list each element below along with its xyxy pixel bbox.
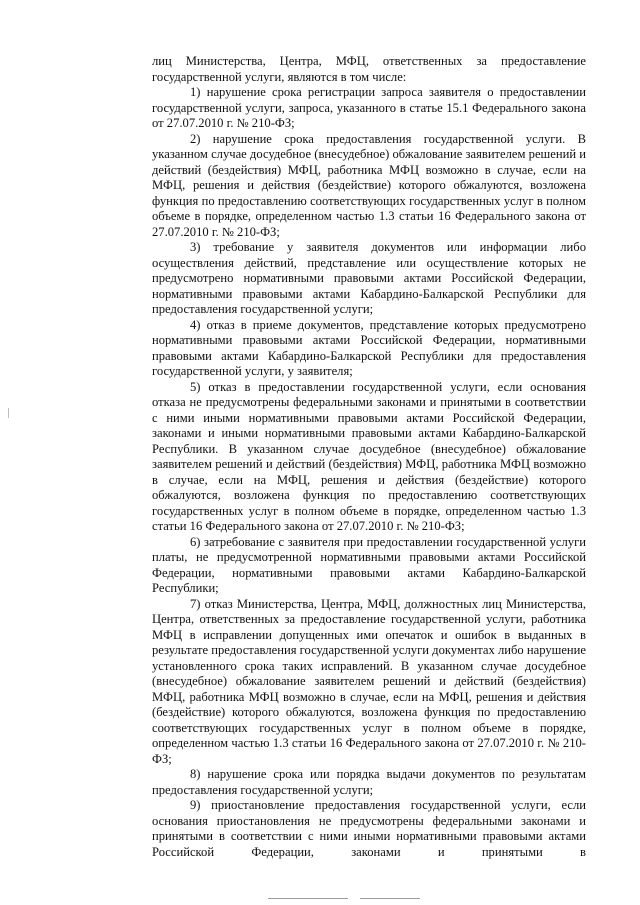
document-body — [152, 54, 586, 860]
list-item-4: 4) отказ в приеме документов, представление которых предусмотрено нормативными правовыми актами Российской Федерации, нормативными правовыми актами Кабардино-Балкарской Республики для предоставления государственной услуги, у заявителя; — [152, 317, 586, 378]
list-item-1: 1) нарушение срока регистрации запроса заявителя о предоставлении государственной услуги, запроса, указанного в статье 15.1 Федерального закона от 27.07.2010 г. № 210-ФЗ; — [152, 85, 586, 130]
footer-rule — [360, 898, 420, 899]
list-item-7: 7) отказ Министерства, Центра, МФЦ, должностных лиц Министерства, Центра, ответственных за предоставление государственной услуги, работника МФЦ в исправлении допущенных ими опечаток и ошибок в выданных в результате предоставления государственной услуги документах либо нарушение установленного срока таких исправлений. В указанном случае досудебное (внесудебное) обжалование заявителем решений и действий (бездействия) МФЦ, работника МФЦ возможно в случае, если на МФЦ, решения и действия (бездействие) которого обжалуются, возложена функция по предоставлению соответствующих государственных услуг в полном объеме в порядке, определенном частью 1.3 статьи 16 Федерального закона от 27.07.2010 г. № 210-ФЗ; — [152, 596, 586, 766]
list-item-8: 8) нарушение срока или порядка выдачи документов по результатам предоставления государственной услуги; — [152, 767, 586, 797]
list-item-5: 5) отказ в предоставлении государственной услуги, если основания отказа не предусмотрены федеральными законами и принятыми в соответствии с ними иными нормативными правовыми актами Российской Федерации, законами и иными нормативными правовыми актами Кабардино-Балкарской Республики. В указанном случае досудебное (внесудебное) обжалование заявителем решений и действий (бездействия) МФЦ, работника МФЦ возможно в случае, если на МФЦ, решения и действия (бездействие) которого обжалуются, возложена функция по предоставлению соответствующих государственных услуг в полном объеме в порядке, определенном частью 1.3 статьи 16 Федерального закона от 27.07.2010 г. № 210-ФЗ; — [152, 379, 586, 533]
list-item-9: 9) приостановление предоставления государственной услуги, если основания приостановления не предусмотрены федеральными законами и принятыми в соответствии с ними иными нормативными правовыми актами Российской Федерации, законами и принятыми в — [152, 798, 586, 859]
scan-edge-mark — [8, 408, 9, 418]
list-item-3: 3) требование у заявителя документов или информации либо осуществления действий, представление или осуществление которых не предусмотрено нормативными правовыми актами Российской Федерации, нормативными правовыми актами Кабардино-Балкарской Республики для предоставления государственной услуги; — [152, 240, 586, 316]
list-item-2: 2) нарушение срока предоставления государственной услуги. В указанном случае досудебное (внесудебное) обжалование заявителем решений и действий (бездействия) МФЦ, работника МФЦ возможно в случае, если на МФЦ, решения и действия (бездействие) которого обжалуются, возложена функция по предоставлению соответствующих государственных услуг в полном объеме в порядке, определенном частью 1.3 статьи 16 Федерального закона от 27.07.2010 г. № 210-ФЗ; — [152, 131, 586, 239]
list-item-6: 6) затребование с заявителя при предоставлении государственной услуги платы, не предусмотренной нормативными правовыми актами Российской Федерации, нормативными правовыми актами Кабардино-Балкарской Республики; — [152, 534, 586, 595]
footer-rule — [268, 898, 348, 899]
intro-paragraph: лиц Министерства, Центра, МФЦ, ответственных за предоставление государственной услуги, являются в том числе: — [152, 54, 586, 84]
